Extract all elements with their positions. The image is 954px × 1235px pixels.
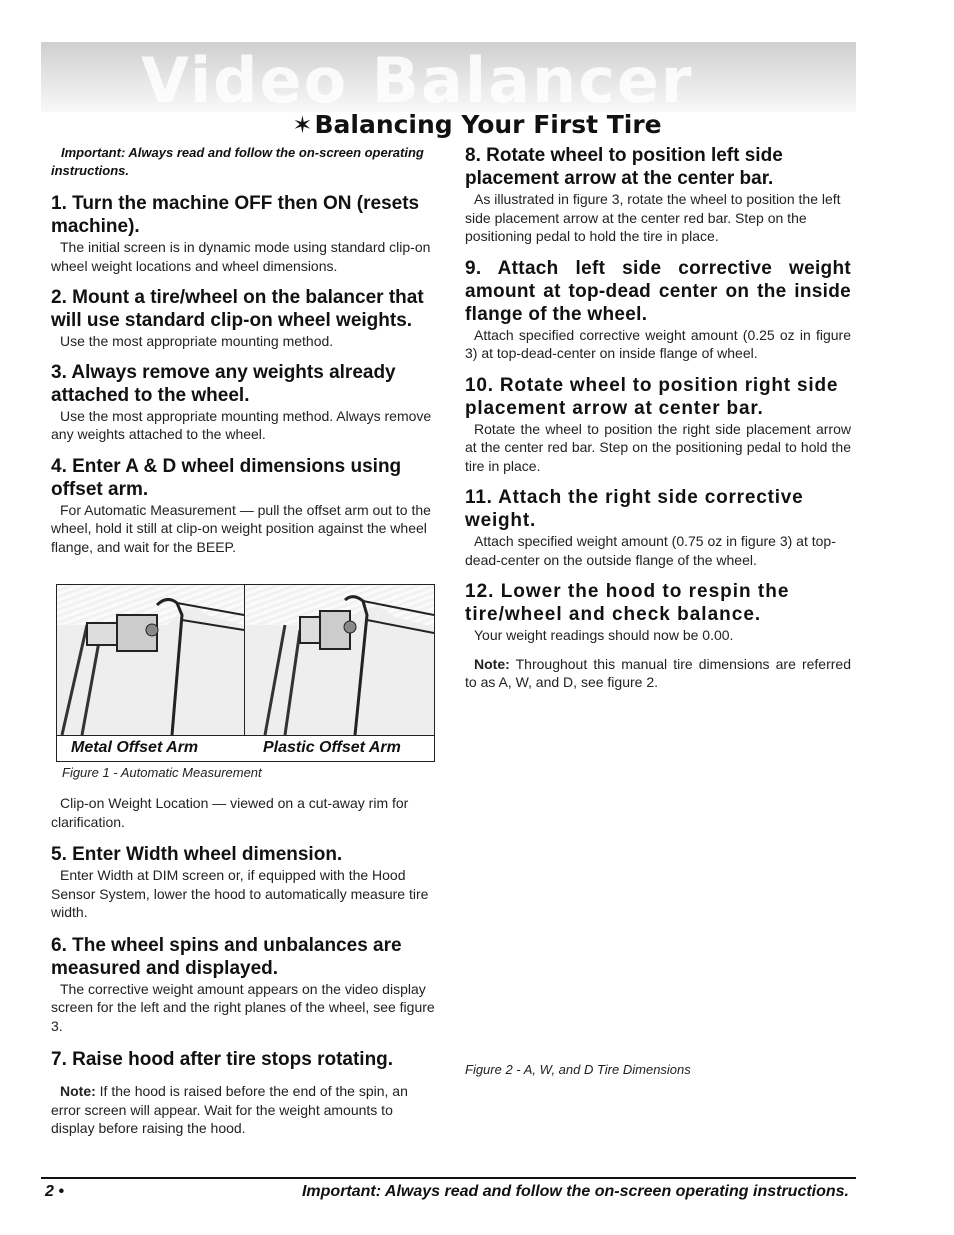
metal-offset-arm-label: Metal Offset Arm [71,739,199,756]
star-icon: ✶ [292,111,313,139]
step-9-title: 9. Attach left side corrective weight amount at top-dead center on the inside flange of the wheel. [465,257,851,325]
step-11-body: Attach specified weight amount (0.75 oz in figure 3) at top-dead-center on the outside flange of the wheel. [465,533,836,568]
step-7-title: 7. Raise hood after tire stops rotating. [51,1049,394,1070]
metal-offset-arm-image [57,585,245,735]
step-12-title: 12. Lower the hood to respin the tire/wheel and check balance. [465,581,790,625]
step-6-title: 6. The wheel spins and unbalances are measured and displayed. [51,934,402,979]
step-5-body: Enter Width at DIM screen or, if equipped with the Hood Sensor System, lower the hood to automatically measure tire width. [51,867,429,920]
header-banner [41,42,856,112]
figure-1-caption: Figure 1 - Automatic Measurement [62,765,262,780]
page-number: 2 • [45,1183,64,1200]
plastic-offset-arm-label: Plastic Offset Arm [263,739,401,756]
dimensions-note [465,655,851,692]
step-7-note-text: If the hood is raised before the end of the spin, an error screen will appear. Wait for the weight amounts to display before raising the hood. [51,1083,408,1136]
step-11-title: 11. Attach the right side corrective weight. [465,487,804,531]
step-4-body: For Automatic Measurement — pull the offset arm out to the wheel, hold it still at clip-on weight position against the wheel flange, and wait for the BEEP. [51,501,431,555]
left-column-bottom [51,794,435,1138]
plastic-offset-arm-image [245,585,434,735]
clip-on-weight-note: Clip-on Weight Location — viewed on a cut-away rim for clarification. [51,795,409,830]
dimensions-note-label: Note: [474,655,510,672]
step-7-note-label: Note: [60,1083,96,1099]
step-1-title: 1. Turn the machine OFF then ON (resets machine). [51,193,420,237]
step-8-title: 8. Rotate wheel to position left side placement arrow at the center bar. [465,145,783,189]
step-5-title: 5. Enter Width wheel dimension. [51,844,343,865]
step-2-body: Use the most appropriate mounting method. [60,333,334,349]
step-2-title: 2. Mount a tire/wheel on the balancer that will use standard clip-on wheel weights. [51,287,424,331]
figure-2-caption: Figure 2 - A, W, and D Tire Dimensions [465,1062,691,1077]
step-10-body: Rotate the wheel to position the right side placement arrow at the center red bar. Step on the positioning pedal to hold the tire in place. [465,420,851,474]
dimensions-note-text: Throughout this manual tire dimensions are referred to as A, W, and D, see figure 2. [465,655,851,690]
step-7-note [51,1082,435,1138]
step-1-body: The initial screen is in dynamic mode using standard clip-on wheel weight locations and wheel dimensions. [51,239,431,274]
section-title [0,110,954,139]
footer-important-note: Important: Always read and follow the on-screen operating instructions. [301,1183,849,1200]
figure-1 [56,584,435,762]
step-3-title: 3. Always remove any weights already attached to the wheel. [51,361,396,406]
figure-1-label-bar [57,735,434,762]
important-note: Important: Always read and follow the on-screen operating instructions. [51,145,424,178]
step-12-body: Your weight readings should now be 0.00. [474,627,734,643]
step-10-title: 10. Rotate wheel to position right side placement arrow at center bar. [465,374,839,419]
step-9-body: Attach specified corrective weight amount (0.25 oz in figure 3) at top-dead-center on inside flange of wheel. [465,326,851,361]
step-6-body: The corrective weight amount appears on the video display screen for the left and the right planes of the wheel, see figure 3. [51,980,435,1034]
step-8-body: As illustrated in figure 3, rotate the wheel to position the left side placement arrow at the center red bar. Step on the positioning pedal to hold the tire in place. [465,191,841,244]
right-column [465,144,851,692]
banner-title: Video Balancer [141,44,694,112]
step-4-title: 4. Enter A & D wheel dimensions using offset arm. [51,455,402,500]
left-column-top [51,144,435,556]
section-title-text: Balancing Your First Tire [314,110,662,139]
footer-divider [41,1177,856,1179]
step-3-body: Use the most appropriate mounting method. Always remove any weights attached to the wheel. [51,407,432,442]
